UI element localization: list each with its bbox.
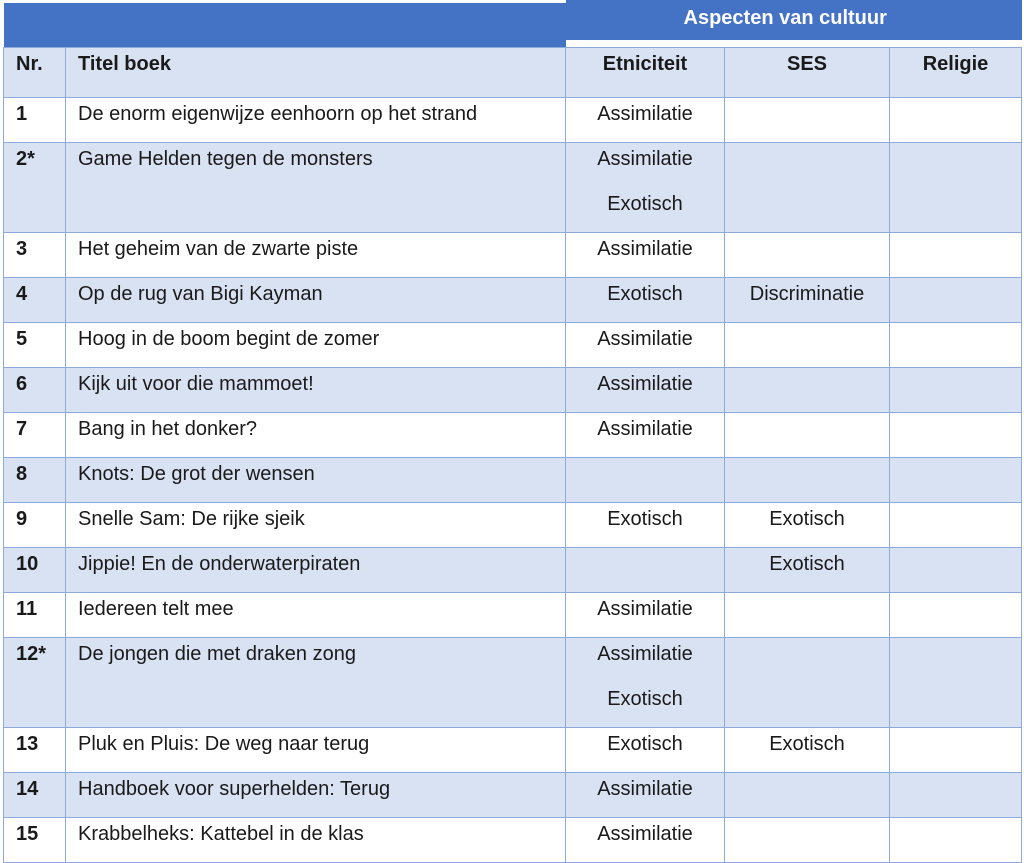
ses-cell — [725, 143, 890, 233]
group-header-aspects: Aspecten van cultuur — [566, 0, 1022, 41]
book-title: Jippie! En de onderwaterpiraten — [66, 548, 566, 593]
ethnicity-value: Assimilatie — [597, 238, 693, 260]
religion-cell — [890, 233, 1022, 278]
ses-cell — [725, 368, 890, 413]
row-number: 6 — [4, 368, 66, 413]
ses-cell: Exotisch — [725, 503, 890, 548]
ethnicity-cell — [566, 278, 725, 323]
ethnicity-value: Assimilatie — [597, 418, 693, 440]
row-number: 3 — [4, 233, 66, 278]
row-number: 14 — [4, 773, 66, 818]
ethnicity-cell — [566, 98, 725, 143]
book-title: Op de rug van Bigi Kayman — [66, 278, 566, 323]
ethnicity-value: Assimilatie — [597, 148, 693, 170]
table-body — [4, 98, 1022, 863]
book-title: Handboek voor superhelden: Terug — [66, 773, 566, 818]
religion-cell — [890, 413, 1022, 458]
ethnicity-value: Assimilatie — [597, 643, 693, 665]
row-number: 8 — [4, 458, 66, 503]
ses-cell — [725, 818, 890, 863]
ethnicity-value: Assimilatie — [597, 778, 693, 800]
column-header-religion: Religie — [890, 48, 1022, 98]
table-row — [4, 233, 1022, 278]
book-title: Kijk uit voor die mammoet! — [66, 368, 566, 413]
table-row — [4, 143, 1022, 233]
book-title: De enorm eigenwijze eenhoorn op het strand — [66, 98, 566, 143]
table-row — [4, 503, 1022, 548]
ses-cell — [725, 773, 890, 818]
column-header-title: Titel boek — [66, 48, 566, 98]
column-header-nr: Nr. — [4, 48, 66, 98]
ethnicity-value: Exotisch — [607, 733, 683, 755]
religion-cell — [890, 818, 1022, 863]
table-row — [4, 818, 1022, 863]
book-title: Krabbelheks: Kattebel in de klas — [66, 818, 566, 863]
ses-cell: Discriminatie — [725, 278, 890, 323]
ethnicity-cell — [566, 548, 725, 593]
row-number: 4 — [4, 278, 66, 323]
religion-cell — [890, 323, 1022, 368]
group-header-blank — [4, 3, 566, 48]
row-number: 10 — [4, 548, 66, 593]
ses-cell — [725, 638, 890, 728]
religion-cell — [890, 98, 1022, 143]
ses-cell — [725, 413, 890, 458]
table-row — [4, 278, 1022, 323]
table-row — [4, 368, 1022, 413]
book-title: Het geheim van de zwarte piste — [66, 233, 566, 278]
ethnicity-cell — [566, 368, 725, 413]
book-title: De jongen die met draken zong — [66, 638, 566, 728]
religion-cell — [890, 593, 1022, 638]
table-row — [4, 728, 1022, 773]
ethnicity-cell — [566, 593, 725, 638]
ethnicity-value: Assimilatie — [597, 373, 693, 395]
ethnicity-value: Exotisch — [607, 688, 683, 710]
book-title: Hoog in de boom begint de zomer — [66, 323, 566, 368]
row-number: 1 — [4, 98, 66, 143]
religion-cell — [890, 143, 1022, 233]
table-row — [4, 413, 1022, 458]
ethnicity-value: Assimilatie — [597, 103, 693, 125]
table-row — [4, 323, 1022, 368]
ses-cell — [725, 233, 890, 278]
ethnicity-value: Assimilatie — [597, 823, 693, 845]
ethnicity-value: Exotisch — [607, 508, 683, 530]
culture-aspects-table — [3, 3, 1022, 863]
ethnicity-cell — [566, 458, 725, 503]
row-number: 7 — [4, 413, 66, 458]
ethnicity-value: Exotisch — [607, 193, 683, 215]
religion-cell — [890, 278, 1022, 323]
religion-cell — [890, 503, 1022, 548]
ses-cell — [725, 458, 890, 503]
ethnicity-cell — [566, 233, 725, 278]
religion-cell — [890, 548, 1022, 593]
ses-cell — [725, 593, 890, 638]
row-number: 11 — [4, 593, 66, 638]
table-row — [4, 548, 1022, 593]
ethnicity-cell — [566, 413, 725, 458]
religion-cell — [890, 728, 1022, 773]
ethnicity-cell — [566, 143, 725, 233]
table-row — [4, 638, 1022, 728]
ses-cell — [725, 323, 890, 368]
row-number: 2* — [4, 143, 66, 233]
book-title: Bang in het donker? — [66, 413, 566, 458]
table-row — [4, 593, 1022, 638]
book-title: Pluk en Pluis: De weg naar terug — [66, 728, 566, 773]
column-header-row — [4, 48, 1022, 98]
column-header-ethnicity: Etniciteit — [566, 48, 725, 98]
book-title: Snelle Sam: De rijke sjeik — [66, 503, 566, 548]
row-number: 13 — [4, 728, 66, 773]
table-row — [4, 98, 1022, 143]
column-header-ses: SES — [725, 48, 890, 98]
book-title: Knots: De grot der wensen — [66, 458, 566, 503]
ethnicity-cell — [566, 503, 725, 548]
ethnicity-cell — [566, 323, 725, 368]
religion-cell — [890, 638, 1022, 728]
ethnicity-cell — [566, 728, 725, 773]
row-number: 15 — [4, 818, 66, 863]
religion-cell — [890, 368, 1022, 413]
group-header-row — [4, 3, 1022, 48]
book-title: Iedereen telt mee — [66, 593, 566, 638]
ses-cell: Exotisch — [725, 728, 890, 773]
table-row — [4, 773, 1022, 818]
ethnicity-cell — [566, 818, 725, 863]
religion-cell — [890, 458, 1022, 503]
row-number: 9 — [4, 503, 66, 548]
religion-cell — [890, 773, 1022, 818]
table-row — [4, 458, 1022, 503]
book-title: Game Helden tegen de monsters — [66, 143, 566, 233]
ethnicity-value: Assimilatie — [597, 598, 693, 620]
ethnicity-cell — [566, 638, 725, 728]
ethnicity-value: Assimilatie — [597, 328, 693, 350]
row-number: 5 — [4, 323, 66, 368]
ethnicity-cell — [566, 773, 725, 818]
ethnicity-value: Exotisch — [607, 283, 683, 305]
ses-cell: Exotisch — [725, 548, 890, 593]
ses-cell — [725, 98, 890, 143]
row-number: 12* — [4, 638, 66, 728]
